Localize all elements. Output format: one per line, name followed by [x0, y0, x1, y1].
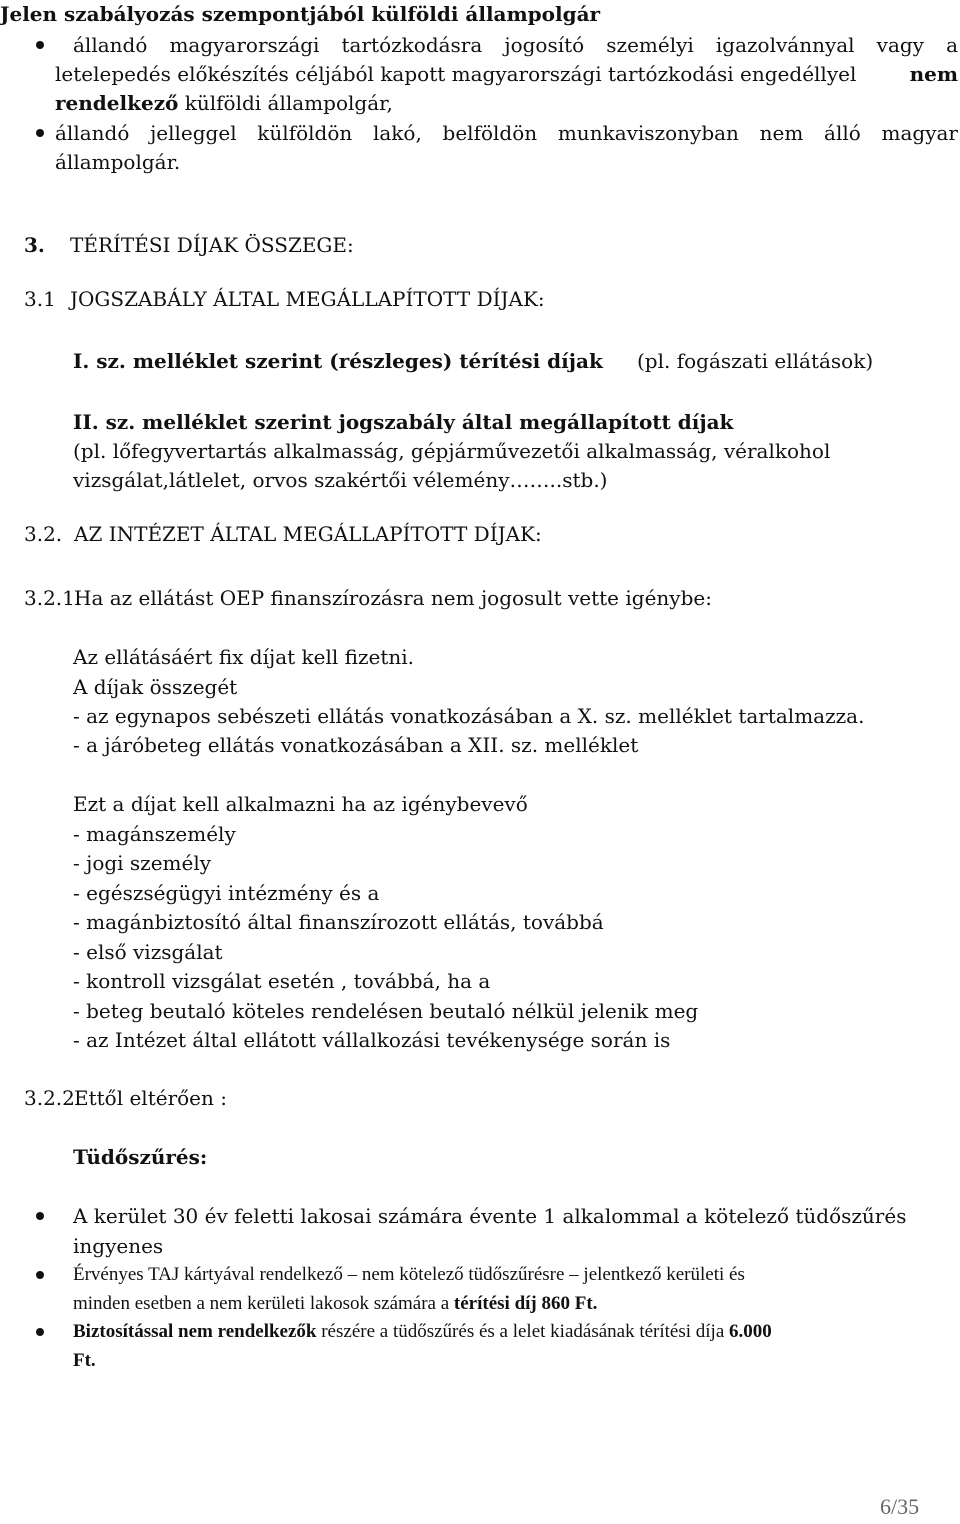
section321-apply-item: - beteg beutaló köteles rendelésen beutaló nélkül jelenik meg: [73, 999, 699, 1023]
section322-subheading: Tüdőszűrés:: [73, 1145, 208, 1169]
intro-bullet1-line2-text: letelepedés előkészítés céljából kapott magyarországi tartózkodási engedéllyel: [55, 62, 857, 86]
tudoszures-bullet3-line1: [73, 1320, 772, 1344]
section31-item2-note2: vizsgálat,látlelet, orvos szakértői vélemény……..stb.): [73, 468, 608, 492]
intro-bullet1-line2: [55, 62, 958, 86]
intro-bullet1-line3: [55, 91, 393, 115]
section321-line: Az ellátásáért fix díjat kell fizetni.: [73, 645, 415, 669]
section321-apply-heading: Ezt a díjat kell alkalmazni ha az igénybevevő: [73, 792, 528, 816]
bullet-icon: [36, 41, 44, 49]
tudoszures-bullet3-text: részére a tüdőszűrés és a lelet kiadásának térítési díja: [321, 1321, 725, 1342]
tudoszures-bullet3-line2: Ft.: [73, 1350, 96, 1371]
section321-apply-item: - egészségügyi intézmény és a: [73, 881, 380, 905]
intro-bullet1-line3-text: külföldi állampolgár,: [184, 91, 393, 115]
intro-bullet1-line2-bold: nem: [909, 62, 958, 86]
bullet-icon: [36, 129, 44, 137]
section322-title: Ettől eltérően :: [74, 1086, 227, 1110]
section31-item1-note: (pl. fogászati ellátások): [637, 349, 874, 373]
tudoszures-bullet2-line1: Érvényes TAJ kártyával rendelkező – nem kötelező tüdőszűrésre – jelentkező kerületi és: [73, 1264, 745, 1285]
section31-title: JOGSZABÁLY ÁLTAL MEGÁLLAPÍTOTT DÍJAK:: [70, 287, 545, 311]
intro-bullet2-line1: állandó jelleggel külföldön lakó, belföldön munkaviszonyban nem álló magyar: [55, 121, 958, 145]
bullet-icon: [36, 1212, 44, 1220]
section321-apply-item: - az Intézet által ellátott vállalkozási tevékenysége során is: [73, 1028, 671, 1052]
tudoszures-bullet3-bold: Biztosítással nem rendelkezők: [73, 1321, 317, 1342]
tudoszures-bullet1-line1: A kerület 30 év feletti lakosai számára évente 1 alkalommal a kötelező tüdőszűrés: [73, 1204, 907, 1228]
section31-item1: I. sz. melléklet szerint (részleges) térítési díjak: [73, 349, 603, 373]
tudoszures-bullet2-fee: térítési díj 860 Ft.: [453, 1293, 598, 1314]
bullet-icon: [36, 1271, 44, 1279]
section321-apply-item: - magánbiztosító által finanszírozott ellátás, továbbá: [73, 910, 604, 934]
page-number: 6/35: [880, 1494, 920, 1519]
section321-apply-item: - magánszemély: [73, 822, 236, 846]
section32-title: AZ INTÉZET ÁLTAL MEGÁLLAPÍTOTT DÍJAK:: [74, 522, 542, 546]
tudoszures-bullet3-amount: 6.000: [729, 1321, 772, 1342]
section3-number: 3.: [24, 233, 45, 257]
section321-line: - a járóbeteg ellátás vonatkozásában a XII. sz. melléklet: [73, 733, 639, 757]
section321-apply-item: - első vizsgálat: [73, 940, 223, 964]
section321-apply-item: - jogi személy: [73, 851, 212, 875]
intro-bullet1-line3-bold: rendelkező: [55, 91, 179, 115]
bullet-icon: [36, 1328, 44, 1336]
section31-number: 3.1: [24, 287, 56, 311]
section321-title: Ha az ellátást OEP finanszírozásra nem jogosult vette igénybe:: [74, 586, 712, 610]
section3-title: TÉRÍTÉSI DÍJAK ÖSSZEGE:: [70, 233, 354, 257]
intro-bullet1-line1: állandó magyarországi tartózkodásra jogosító személyi igazolvánnyal vagy a: [73, 33, 958, 57]
section321-line: A díjak összegét: [73, 675, 238, 699]
section31-item2: II. sz. melléklet szerint jogszabály által megállapított díjak: [73, 410, 734, 434]
section32-number: 3.2.: [24, 522, 63, 546]
tudoszures-bullet1-line2: ingyenes: [73, 1234, 164, 1258]
tudoszures-bullet2-line2-text: minden esetben a nem kerületi lakosok számára a: [73, 1293, 450, 1314]
tudoszures-bullet2-line2: [73, 1292, 597, 1316]
section321-line: - az egynapos sebészeti ellátás vonatkozásában a X. sz. melléklet tartalmazza.: [73, 704, 865, 728]
intro-heading: Jelen szabályozás szempontjából külföldi állampolgár: [0, 2, 601, 26]
section321-number: 3.2.1.: [24, 586, 82, 610]
section322-number: 3.2.2.: [24, 1086, 82, 1110]
section31-item2-note1: (pl. lőfegyvertartás alkalmasság, gépjárművezetői alkalmasság, véralkohol: [73, 439, 831, 463]
intro-bullet2-line2: állampolgár.: [55, 150, 181, 174]
section321-apply-item: - kontroll vizsgálat esetén , továbbá, ha a: [73, 969, 491, 993]
